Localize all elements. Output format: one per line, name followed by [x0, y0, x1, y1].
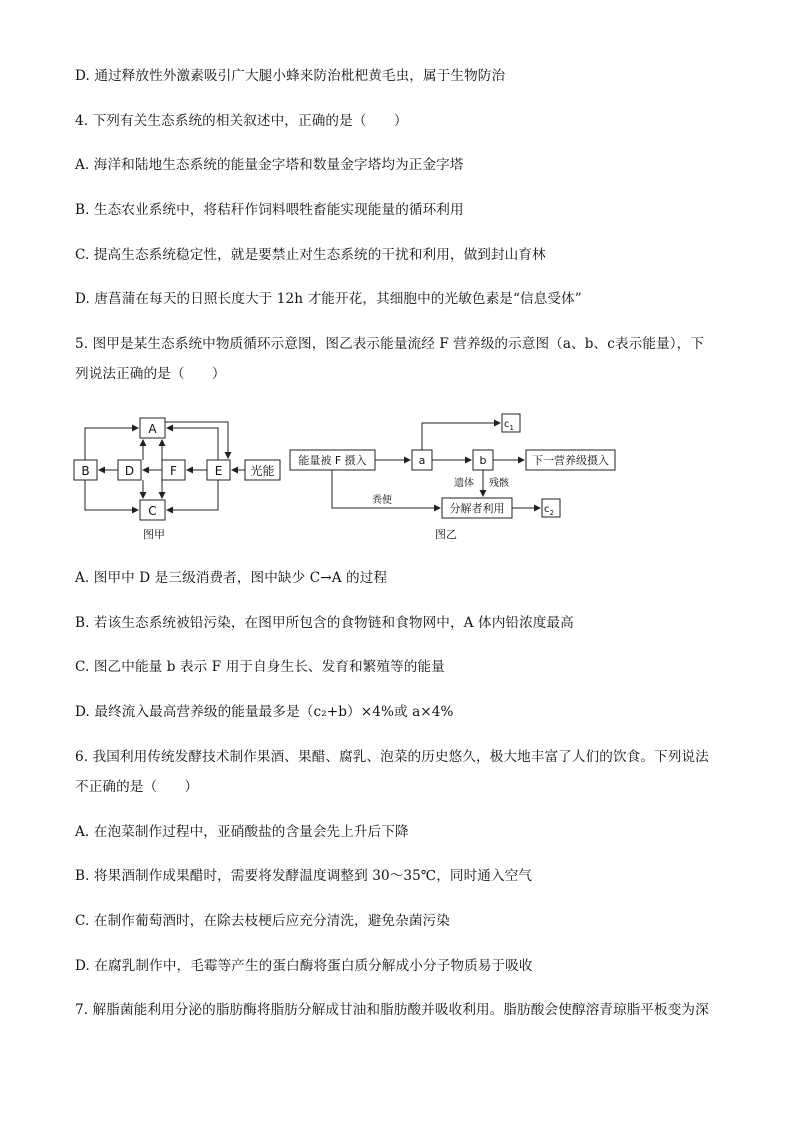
option-5c: C. 图乙中能量 b 表示 F 用于自身生长、发育和繁殖等的能量	[75, 659, 445, 675]
remains-label: 遗体	[454, 478, 474, 489]
figure-jia	[74, 418, 280, 520]
next-level-label: 下一营养级摄入	[532, 454, 609, 467]
question-4: 4. 下列有关生态系统的相关叙述中，正确的是（ ）	[75, 113, 408, 129]
option-4a: A. 海洋和陆地生态系统的能量金字塔和数量金字塔均为正金字塔	[75, 157, 464, 173]
question-6: 6. 我国利用传统发酵技术制作果酒、果醋、腐乳、泡菜的历史悠久，极大地丰富了人们的饮食。下列说法	[75, 749, 709, 765]
node-e-label: E	[214, 464, 223, 478]
residue-label: 残骸	[489, 478, 509, 489]
c1-label: c	[504, 419, 510, 430]
option-4c: C. 提高生态系统稳定性，就是要禁止对生态系统的干扰和利用，做到封山育林	[75, 247, 546, 263]
option-4b: B. 生态农业系统中，将秸秆作饲料喂牲畜能实现能量的循环利用	[75, 202, 464, 218]
option-6a: A. 在泡菜制作过程中，亚硝酸盐的含量会先上升后下降	[75, 824, 409, 840]
figure-yi-caption: 图乙	[435, 528, 457, 541]
option-6d: D. 在腐乳制作中，毛霉等产生的蛋白酶将蛋白质分解成小分子物质易于吸收	[75, 958, 533, 974]
option-6c: C. 在制作葡萄酒时，在除去枝梗后应充分清洗，避免杂菌污染	[75, 913, 450, 929]
c2-label: c	[544, 504, 550, 515]
node-d-label: D	[124, 464, 135, 478]
line-1: D. 通过释放性外激素吸引广大腿小蜂来防治枇杷黄毛虫，属于生物防治	[75, 68, 506, 84]
c2-subscript: 2	[549, 509, 554, 517]
intake-label: 能量被 F 摄入	[298, 454, 367, 467]
option-5d: D. 最终流入最高营养级的能量最多是（c₂+b）×4%或 a×4%	[75, 704, 454, 720]
a-label: a	[418, 454, 426, 467]
question-5-cont: 列说法正确的是（ ）	[75, 366, 226, 382]
option-4d: D. 唐菖蒲在每天的日照长度大于 12h 才能开花，其细胞中的光敏色素是“信息受体”	[75, 291, 582, 307]
option-5b: B. 若该生态系统被铅污染，在图甲所包含的食物链和食物网中，A 体内铅浓度最高	[75, 615, 574, 631]
diagram-figures	[70, 408, 630, 548]
question-7: 7. 解脂菌能利用分泌的脂肪酶将脂肪分解成甘油和脂肪酸并吸收利用。脂肪酸会使醇溶青琼脂平板变为深	[75, 1002, 709, 1018]
feces-label: 粪便	[372, 495, 392, 506]
c1-subscript: 1	[509, 424, 514, 432]
b-label: b	[479, 454, 487, 467]
node-b-label: B	[81, 464, 90, 478]
decomposer-label: 分解者利用	[449, 502, 505, 515]
node-a-label: A	[148, 422, 157, 436]
figure-jia-caption: 图甲	[143, 528, 165, 541]
option-6b: B. 将果酒制作成果醋时，需要将发酵温度调整到 30～35℃，同时通入空气	[75, 868, 533, 884]
node-f-label: F	[170, 464, 177, 478]
question-6-cont: 不正确的是（ ）	[75, 779, 199, 795]
question-5: 5. 图甲是某生态系统中物质循环示意图，图乙表示能量流经 F 营养级的示意图（a、b、c表示能量），下	[75, 336, 705, 352]
node-c-label: C	[148, 504, 157, 518]
option-5a: A. 图甲中 D 是三级消费者，图中缺少 C→A 的过程	[75, 570, 388, 586]
node-light-label: 光能	[250, 464, 275, 478]
